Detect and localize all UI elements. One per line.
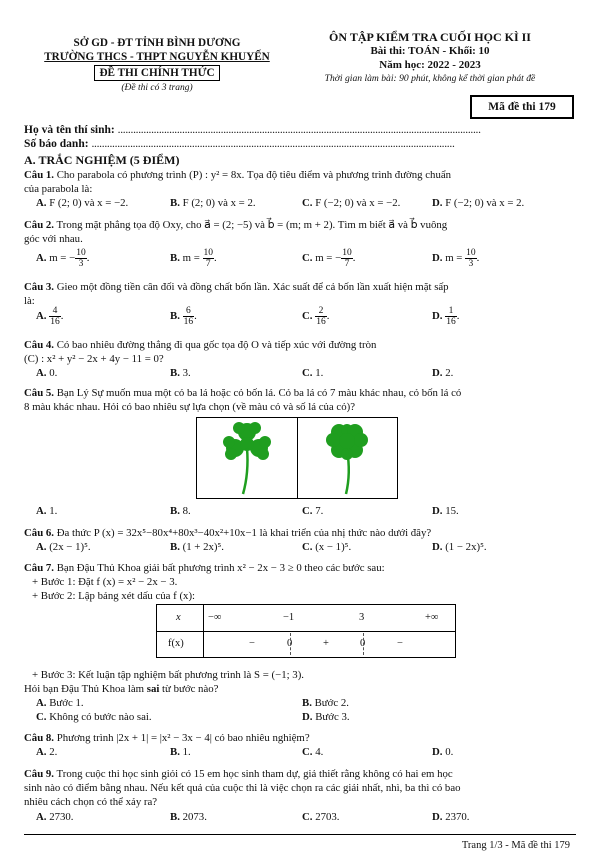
q2-option-d[interactable]: D. m = $\frac{10}{3}$ .	[432, 248, 480, 269]
question-3: Câu 3. Gieo một đồng tiền cân đối và đồng chất bốn lần. Xác suất để cả bốn lần xuất hiện mặt sấp	[24, 281, 449, 293]
q7-option-c[interactable]: C. Không có bước nào sai.	[36, 711, 152, 723]
page-footer: Trang 1/3 - Mã đề thi 179	[461, 840, 570, 851]
q1-option-a[interactable]: A. F (2; 0) và x = −2.	[36, 197, 129, 209]
q5-option-d[interactable]: D. 15.	[432, 505, 459, 517]
exam-header	[280, 30, 580, 86]
q1-option-c[interactable]: C. F (−2; 0) và x = −2.	[302, 197, 401, 209]
question-7: Câu 7. Bạn Đậu Thủ Khoa giải bất phương trình x² − 2x − 3 ≥ 0 theo các bước sau:	[24, 562, 385, 574]
q5-option-b[interactable]: B. 8.	[170, 505, 191, 517]
q3-option-d[interactable]: D. $\frac{1}{16}$ .	[432, 306, 460, 327]
question-1: Câu 1. Cho parabola có phương trình (P) : y² = 8x. Tọa độ tiêu điểm và phương trình đường chuẩn	[24, 169, 452, 181]
question-2: Câu 2. Trong mặt phẳng tọa độ Oxy, cho a⃗ = (2; −5) và b⃗ = (m; m + 2). Tìm m biết a⃗ và b⃗ vuông	[24, 219, 448, 231]
sign-table: x −∞ −1 3 +∞ f(x) − 0 + 0 −	[156, 604, 456, 658]
student-name-label: Họ và tên thí sinh:	[24, 124, 115, 136]
q8-option-c[interactable]: C. 4.	[302, 746, 324, 758]
q8-option-b[interactable]: B. 1.	[170, 746, 191, 758]
q4-option-c[interactable]: C. 1.	[302, 367, 324, 379]
q3-option-a[interactable]: A. $\frac{4}{16}$ .	[36, 306, 64, 327]
exam-time: Thời gian làm bài: 90 phút, không kể thời gian phát đề	[324, 73, 536, 84]
q3-option-b[interactable]: B. $\frac{6}{16}$ .	[170, 306, 197, 327]
q4-option-d[interactable]: D. 2.	[432, 367, 454, 379]
question-9: Câu 9. Trong cuộc thi học sinh giỏi có 15 em học sinh tham dự, giả thiết rằng không có hai em học	[24, 768, 453, 780]
student-id-line	[24, 138, 455, 150]
q7-ask: Hỏi bạn Đậu Thủ Khoa làm sai từ bước nào?	[24, 683, 219, 695]
three-leaf-clover-icon	[197, 418, 297, 498]
q6-option-b[interactable]: B. (1 + 2x)⁵.	[170, 541, 224, 553]
q7-option-a[interactable]: A. Bước 1.	[36, 697, 84, 709]
page-count: (Đề thi có 3 trang)	[121, 83, 193, 93]
school-name: TRƯỜNG THCS - THPT NGUYỄN KHUYẾN	[44, 51, 270, 63]
q2-option-a[interactable]: A. m = − $\frac{10}{3}$ .	[36, 248, 90, 269]
q7-option-d[interactable]: D. Bước 3.	[302, 711, 350, 723]
exam-title: ÔN TẬP KIỂM TRA CUỐI HỌC KÌ II	[329, 30, 531, 44]
section-title: A. TRẮC NGHIỆM (5 ĐIỂM)	[24, 153, 180, 167]
sign-table-fx-label: f(x)	[168, 638, 184, 649]
exam-page: SỞ GD - ĐT TỈNH BÌNH DƯƠNG TRƯỜNG THCS - THPT NGUYỄN KHUYẾN ĐỀ THI CHÍNH THỨC (Đề thi có 3 trang) ÔN TẬP KIỂM TRA CUỐI HỌC KÌ II Bài thi: TOÁN - Khối: 10 Năm học: 2022 - 2023 Thời gian làm bài: 90 phút, không kể thời gian phát đề Mã đề thi 179 Họ và tên thí sinh: ............................................................................................................................................. Số báo danh: ............................................................................................................................................. A. TRẮC NGHIỆM (5 ĐIỂM) Câu 1. Cho parabola có phương trình (P) : y² = 8x. Tọa độ tiêu điểm và phương trình đường chuẩn của parabola là: A. F (2; 0) và x = −2. B. F (2; 0) và x = 2. C. F (−2; 0) và x = −2. D. F (−2; 0) và x = 2. Câu 2. Trong mặt phẳng tọa độ Oxy, cho a⃗ = (2; −5) và b⃗ = (m; m + 2). Tìm m biết a⃗ và b⃗ vuông góc với nhau. A. m = − $\frac{10}{3}$ . B. m = $\frac{10}{7}$ . C. m = − $\frac{10}{7}$ . D. m = $\frac{10}{3}$ . Câu 3. Gieo một đồng tiền cân đối và đồng chất bốn lần. Xác suất để cả bốn lần xuất hiện mặt sấp là: A. $\frac{4}{16}$ . B. $\frac{6}{16}$ . C. $\frac{2}{16}$ . D. $\frac{1}{16}$ . Câu 4. Có bao nhiêu đường thẳng đi qua gốc tọa độ O và tiếp xúc với đường tròn (C) : x² + y² − 2x + 4y − 11 = 0? A. 0. B. 3. C. 1. D. 2. Câu 5. Bạn Lý Sự muốn mua một cỏ ba lá hoặc cỏ bốn lá. Cỏ ba lá có 7 màu khác nhau, cỏ bốn lá có 8 màu khác nhau. Hỏi có bao nhiêu sự lựa chọn (về màu cỏ và số lá của cỏ)? A. 1. B. 8. C. 7. D. 15. Câu 6. Đa thức P (x) = 32x⁵−80x⁴+80x³−40x²+10x−1 là khai triển của nhị thức nào dưới đây? A. (2x − 1)⁵. B. (1 + 2x)⁵. C. (x − 1)⁵. D. (1 − 2x)⁵. Câu 7. Bạn Đậu Thủ Khoa giải bất phương trình x² − 2x − 3 ≥ 0 theo các bước sau: + Bước 1: Đặt f (x) = x² − 2x − 3. + Bước 2: Lập bảng xét dấu của f (x): x −∞ −1 3 +∞ f(x) − 0 + 0 − + Bước 3: Kết luận tập nghiệm bất phương trình là S = (−1; 3). Hỏi bạn Đậu Thủ Khoa làm sai từ bước nào? A. Bước 1. B. Bước 2. C. Không có bước nào sai. D. Bước 3. Câu 8. Phương trình |2x + 1| = |x² − 3x − 4| có bao nhiêu nghiệm? A. 2. B. 1. C. 4. D. 0. Câu 9. Trong cuộc thi học sinh giỏi có 15 em học sinh tham dự, giả thiết rằng không có hai em học sinh nào có điểm bằng nhau. Nếu kết quả của cuộc thi là việc chọn ra các giải nhất, nhì, ba thì có bao nhiêu cách chọn có thể xảy ra? A. 2730. B. 2073. C. 2703. D. 2370. Trang 1/3 - Mã đề thi 179	[0, 0, 600, 856]
q7-step-1: + Bước 1: Đặt f (x) = x² − 2x − 3.	[32, 576, 178, 588]
q2-option-c[interactable]: C. m = − $\frac{10}{7}$ .	[302, 248, 356, 269]
q3-option-c[interactable]: C. $\frac{2}{16}$ .	[302, 306, 330, 327]
q7-step-3: + Bước 3: Kết luận tập nghiệm bất phương trình là S = (−1; 3).	[32, 669, 304, 681]
q4-option-b[interactable]: B. 3.	[170, 367, 191, 379]
q9-option-d[interactable]: D. 2370.	[432, 811, 470, 823]
exam-subject: Bài thi: TOÁN - Khối: 10	[370, 45, 490, 57]
q6-option-c[interactable]: C. (x − 1)⁵.	[302, 541, 352, 553]
student-name-line	[24, 124, 481, 136]
q9-option-c[interactable]: C. 2703.	[302, 811, 340, 823]
footer-divider	[24, 834, 576, 835]
q1-option-d[interactable]: D. F (−2; 0) và x = 2.	[432, 197, 525, 209]
question-5: Câu 5. Bạn Lý Sự muốn mua một cỏ ba lá hoặc cỏ bốn lá. Cỏ ba lá có 7 màu khác nhau, cỏ bốn lá có	[24, 387, 462, 399]
q9-option-b[interactable]: B. 2073.	[170, 811, 207, 823]
q7-step-2: + Bước 2: Lập bảng xét dấu của f (x):	[32, 590, 196, 602]
question-8: Câu 8. Phương trình |2x + 1| = |x² − 3x − 4| có bao nhiêu nghiệm?	[24, 732, 310, 744]
q5-option-c[interactable]: C. 7.	[302, 505, 324, 517]
q2-option-b[interactable]: B. m = $\frac{10}{7}$ .	[170, 248, 217, 269]
student-id-dots: .............................................................................................................................................	[91, 138, 455, 150]
q9-option-a[interactable]: A. 2730.	[36, 811, 74, 823]
question-6: Câu 6. Đa thức P (x) = 32x⁵−80x⁴+80x³−40x²+10x−1 là khai triển của nhị thức nào dưới đây?	[24, 527, 432, 539]
q5-option-a[interactable]: A. 1.	[36, 505, 58, 517]
q7-option-b[interactable]: B. Bước 2.	[302, 697, 349, 709]
four-leaf-clover-icon	[297, 418, 397, 498]
q4-option-a[interactable]: A. 0.	[36, 367, 58, 379]
q8-option-a[interactable]: A. 2.	[36, 746, 58, 758]
student-name-dots: .............................................................................................................................................	[117, 124, 481, 136]
exam-code-box: Mã đề thi 179	[470, 95, 574, 119]
clover-figure	[196, 417, 398, 499]
q6-option-a[interactable]: A. (2x − 1)⁵.	[36, 541, 91, 553]
exam-year: Năm học: 2022 - 2023	[379, 59, 481, 71]
q8-option-d[interactable]: D. 0.	[432, 746, 454, 758]
sign-table-x-label: x	[176, 612, 181, 623]
student-id-label: Số báo danh:	[24, 138, 89, 150]
q6-option-d[interactable]: D. (1 − 2x)⁵.	[432, 541, 487, 553]
q1-option-b[interactable]: B. F (2; 0) và x = 2.	[170, 197, 256, 209]
official-badge: ĐỀ THI CHÍNH THỨC	[94, 65, 219, 81]
dept-name: SỞ GD - ĐT TỈNH BÌNH DƯƠNG	[73, 37, 241, 49]
question-4: Câu 4. Có bao nhiêu đường thẳng đi qua gốc tọa độ O và tiếp xúc với đường tròn	[24, 339, 377, 351]
school-header	[22, 36, 292, 95]
